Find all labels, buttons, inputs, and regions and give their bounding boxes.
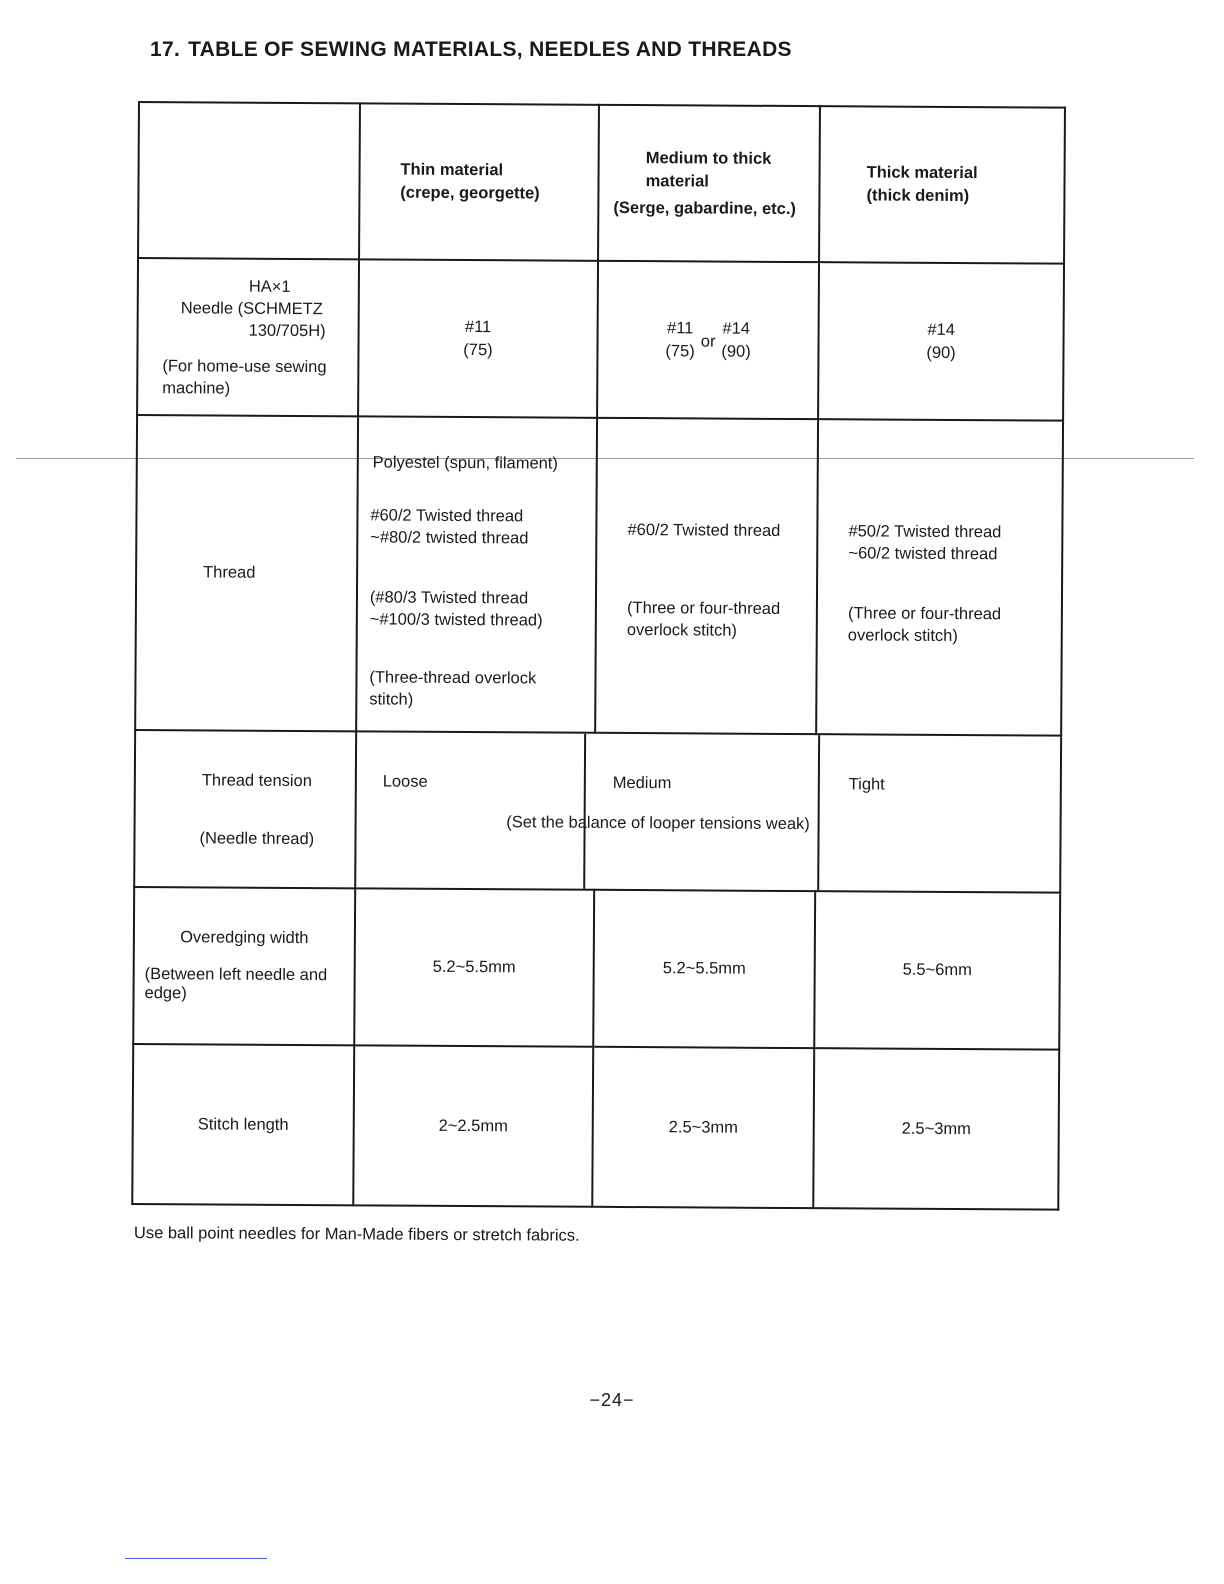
stitch-type: (Three or four-thread <box>626 598 781 618</box>
overedging-label-cell <box>133 887 355 1045</box>
needle-label-line: HA×1 <box>248 277 291 296</box>
needle-size-metric: (75) <box>463 340 493 359</box>
header-line: (Serge, gabardine, etc.) <box>613 198 796 218</box>
header-thick-material <box>819 106 1065 263</box>
overedging-sublabel: edge) <box>144 984 187 1003</box>
stitch-length-thin: 2~2.5mm <box>353 1045 593 1206</box>
header-line: (crepe, georgette) <box>400 183 540 203</box>
table-header-row <box>138 102 1065 264</box>
section-title-text: TABLE OF SEWING MATERIALS, NEEDLES AND THREADS <box>188 38 792 61</box>
needle-thin-cell <box>358 259 598 417</box>
needle-size: #11 <box>464 317 492 336</box>
header-empty-cell <box>138 102 360 259</box>
tension-label: Thread tension <box>201 771 312 791</box>
tension-thick: Tight <box>848 775 885 794</box>
thread-spec: #60/2 Twisted thread <box>627 520 781 540</box>
stitch-type: (Three-thread overlock <box>369 668 537 688</box>
overedging-label: Overedging width <box>180 928 309 948</box>
header-thin-material <box>359 103 599 260</box>
needle-thick-cell <box>818 262 1064 420</box>
tension-label-cell <box>134 730 356 888</box>
thread-thin-cell <box>356 416 597 732</box>
overedging-medium: 5.2~5.5mm <box>593 890 815 1048</box>
tension-sublabel: (Needle thread) <box>199 829 315 849</box>
stitch-length-medium: 2.5~3mm <box>592 1047 814 1208</box>
footnote: Use ball point needles for Man-Made fibers or stretch fabrics. <box>133 1224 580 1245</box>
tension-note: (Set the balance of looper tensions weak) <box>506 813 810 834</box>
overedging-sublabel: (Between left needle and <box>144 965 328 985</box>
thread-spec: ~60/2 twisted thread <box>848 544 998 564</box>
overedging-row <box>133 887 1060 1050</box>
stitch-type: stitch) <box>369 690 414 709</box>
thread-thick-cell <box>816 419 1063 735</box>
needle-medium-cell <box>597 261 819 419</box>
needle-size: #14 <box>927 320 955 339</box>
tension-row <box>134 730 1061 893</box>
needle-size-metric: (90) <box>926 343 956 362</box>
page-number: −24− <box>589 1390 635 1410</box>
stitch-length-label: Stitch length <box>132 1044 354 1205</box>
header-line: Medium to thick <box>645 148 772 168</box>
thread-spec: #60/2 Twisted thread <box>370 506 524 526</box>
column-divider <box>583 734 586 889</box>
needle-options <box>665 317 751 364</box>
needle-size: #14 <box>722 319 751 338</box>
polyester-note: Polyestel (spun, filament) <box>372 453 558 473</box>
header-line: Thick material <box>866 163 978 183</box>
materials-table <box>131 101 1066 1211</box>
thread-row <box>135 415 1063 736</box>
thread-spec: #50/2 Twisted thread <box>848 522 1002 542</box>
stitch-type: overlock stitch) <box>847 626 958 646</box>
needle-size-metric: (90) <box>721 342 751 361</box>
or-separator: or <box>700 332 716 351</box>
tension-medium: Medium <box>612 773 672 793</box>
thread-spec: (#80/3 Twisted thread <box>369 588 529 608</box>
needle-size-metric: (75) <box>665 341 695 360</box>
tension-thin: Loose <box>382 772 428 791</box>
thread-spec: ~#100/3 twisted thread) <box>369 610 543 630</box>
section-title <box>150 38 792 62</box>
header-line: Thin material <box>400 160 504 180</box>
header-medium-material <box>598 105 820 262</box>
needle-label-line: Needle (SCHMETZ <box>180 298 323 318</box>
needle-label-line: (For home-use sewing <box>162 356 327 376</box>
thread-label: Thread <box>203 563 256 582</box>
needle-size: #11 <box>667 318 694 337</box>
overedging-thick: 5.5~6mm <box>814 891 1060 1049</box>
header-line: (thick denim) <box>866 186 970 206</box>
needle-row <box>137 258 1064 421</box>
thread-spec: ~#80/2 twisted thread <box>370 528 529 548</box>
column-divider <box>817 735 820 890</box>
needle-label-line: machine) <box>162 378 231 398</box>
tension-values-cell <box>355 731 1061 892</box>
thread-label-cell <box>135 415 358 731</box>
stitch-length-row <box>132 1044 1059 1210</box>
stitch-type: (Three or four-thread <box>847 604 1002 624</box>
underline-mark <box>125 1558 267 1559</box>
header-line: material <box>645 171 709 190</box>
thread-medium-cell <box>595 418 818 734</box>
stitch-length-thick: 2.5~3mm <box>813 1048 1059 1209</box>
needle-label-cell <box>137 258 359 416</box>
overedging-thin: 5.2~5.5mm <box>354 888 594 1046</box>
section-number: 17. <box>150 38 181 61</box>
needle-label-line: 130/705H) <box>248 321 326 340</box>
stitch-type: overlock stitch) <box>626 620 737 640</box>
